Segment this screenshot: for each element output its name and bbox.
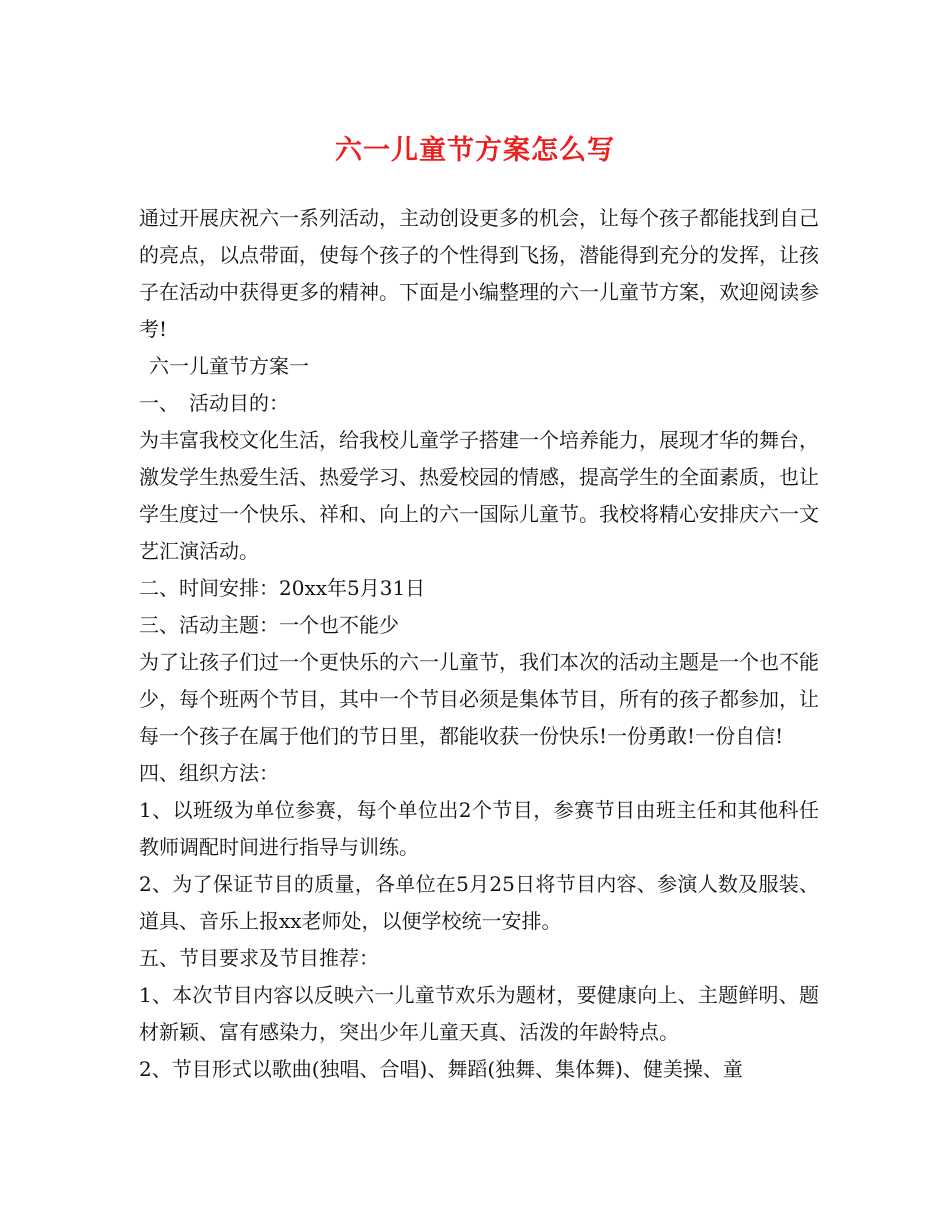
list-item: 2、节目形式以歌曲(独唱、合唱)、舞蹈(独舞、集体舞)、健美操、童 bbox=[139, 1057, 743, 1081]
document-body bbox=[139, 200, 819, 1088]
paragraph: 为了让孩子们过一个更快乐的六一儿童节，我们本次的活动主题是一个也不能少，每个班两个节目，其中一个节目必须是集体节目，所有的孩子都参加，让每一个孩子在属于他们的节日里，都能收获一份快乐!一份勇敢!一份自信! bbox=[139, 650, 819, 748]
section-heading: 六一儿童节方案一 bbox=[149, 354, 309, 378]
intro-paragraph: 通过开展庆祝六一系列活动，主动创设更多的机会，让每个孩子都能找到自己的亮点，以点带面，使每个孩子的个性得到飞扬，潜能得到充分的发挥，让孩子在活动中获得更多的精神。下面是小编整理的六一儿童节方案，欢迎阅读参考! bbox=[139, 206, 819, 341]
list-item: 2、为了保证节目的质量，各单位在5月25日将节目内容、参演人数及服装、道具、音乐上报xx老师处，以便学校统一安排。 bbox=[139, 872, 819, 933]
list-heading: 一、 活动目的： bbox=[139, 391, 289, 415]
paragraph: 为丰富我校文化生活，给我校儿童学子搭建一个培养能力，展现才华的舞台，激发学生热爱生活、热爱学习、热爱校园的情感，提高学生的全面素质，也让学生度过一个快乐、祥和、向上的六一国际儿童节。我校将精心安排庆六一文艺汇演活动。 bbox=[139, 428, 819, 563]
list-heading: 二、时间安排：20xx年5月31日 bbox=[139, 576, 426, 600]
document-title: 六一儿童节方案怎么写 bbox=[335, 135, 615, 166]
list-heading: 四、组织方法： bbox=[139, 761, 279, 785]
list-heading: 三、活动主题：一个也不能少 bbox=[139, 613, 399, 637]
list-item: 1、本次节目内容以反映六一儿童节欢乐为题材，要健康向上、主题鲜明、题材新颖、富有感染力，突出少年儿童天真、活泼的年龄特点。 bbox=[139, 983, 819, 1044]
list-heading: 五、节目要求及节目推荐： bbox=[139, 946, 379, 970]
list-item: 1、以班级为单位参赛，每个单位出2个节目，参赛节目由班主任和其他科任教师调配时间进行指导与训练。 bbox=[139, 798, 819, 859]
